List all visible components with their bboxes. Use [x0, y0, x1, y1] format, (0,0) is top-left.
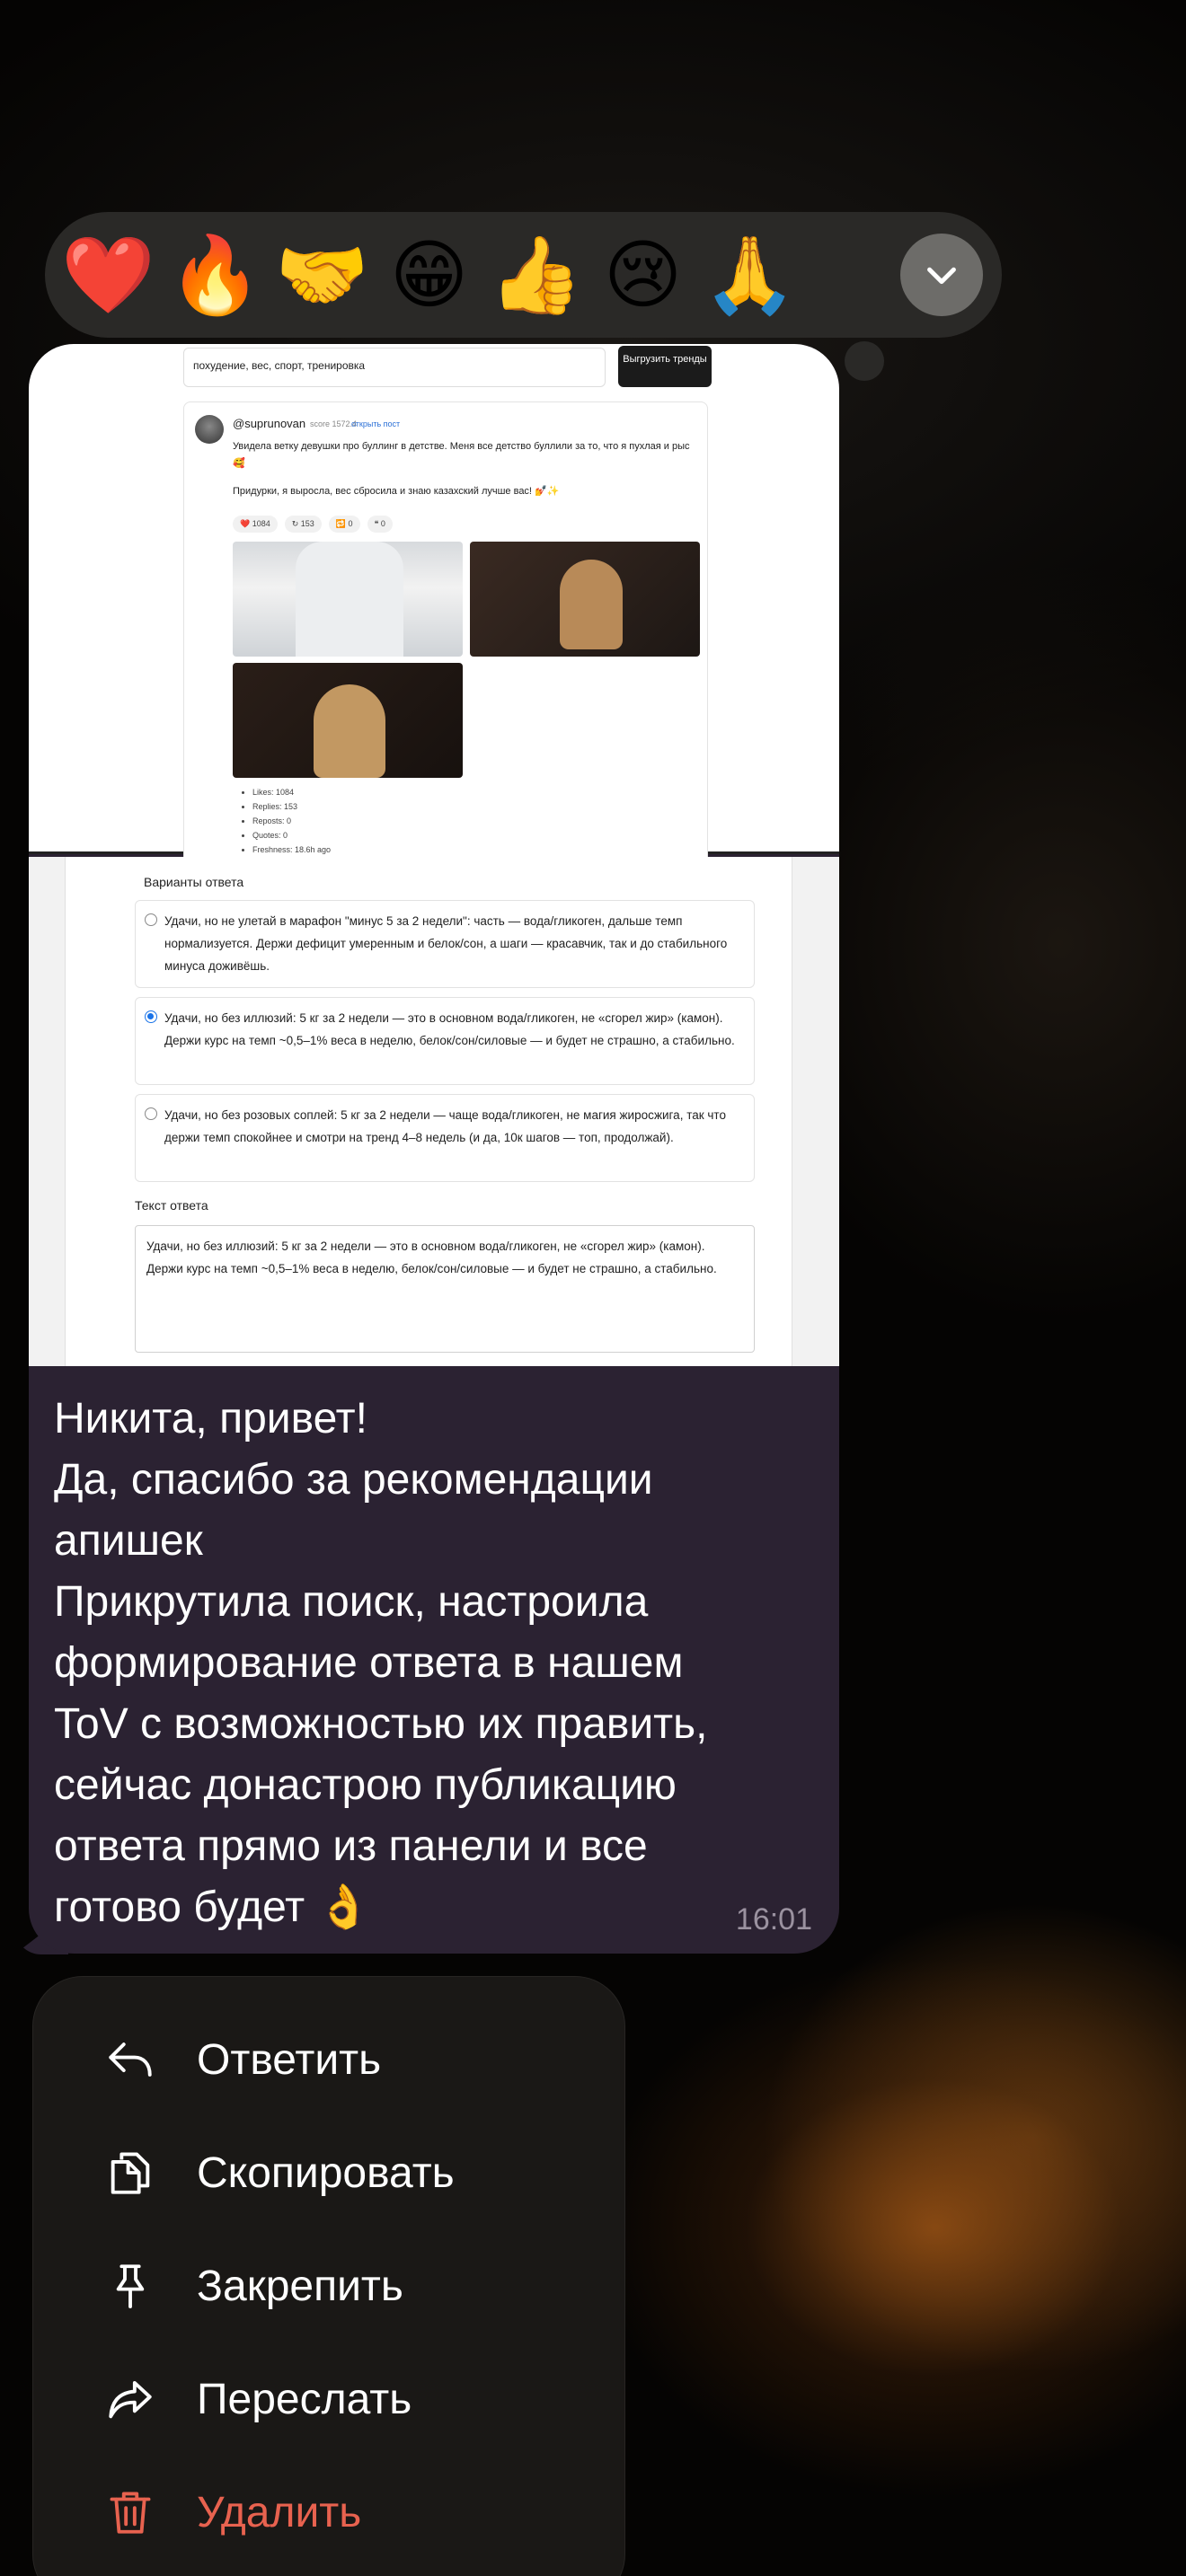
copy-icon	[102, 2144, 159, 2201]
message-line: Да, спасибо за рекомендации	[54, 1456, 653, 1504]
stat-quotes: ❝ 0	[367, 516, 393, 533]
post-photo	[233, 542, 463, 657]
radio-selected	[145, 1010, 157, 1023]
post-stats	[233, 516, 400, 533]
message-context-menu	[32, 1976, 625, 2576]
message-line: Никита, привет!	[54, 1395, 367, 1442]
list-item: • Likes: 1084	[252, 785, 331, 799]
reaction-thumbs-up[interactable]: 👍	[489, 231, 583, 319]
post-score: score 1572.4	[310, 419, 358, 428]
menu-item-forward[interactable]	[33, 2354, 626, 2444]
answer-label: Текст ответа	[135, 1198, 208, 1213]
stat-replies: ↻ 153	[285, 516, 322, 533]
message-line: ToV с возможностью их править,	[54, 1700, 708, 1748]
trends-search-field: похудение, вес, спорт, тренировка	[183, 348, 606, 387]
answer-textarea	[135, 1225, 755, 1353]
reaction-handshake[interactable]: 🤝	[275, 231, 369, 319]
message-line: Прикрутила поиск, настроила	[54, 1578, 649, 1626]
open-post-link: открыть пост	[351, 419, 401, 428]
chevron-down-icon	[921, 254, 962, 296]
menu-label: Удалить	[197, 2488, 362, 2536]
menu-item-delete[interactable]	[33, 2467, 626, 2557]
message-text	[54, 1389, 800, 1938]
list-item: • Replies: 153	[252, 799, 331, 814]
answer-text: Удачи, но без иллюзий: 5 кг за 2 недели — это в основном вода/гликоген, не «сгорел жир» (камон). Держи курс на темп ~0,5–1% веса в неделю, белок/сон/силовые — и будет не страшно, а стабильно.	[146, 1239, 717, 1275]
reaction-folded-hands[interactable]: 🙏	[703, 231, 797, 319]
message-line: ответа прямо из панели и все	[54, 1822, 648, 1870]
message-line: готово будет 👌	[54, 1883, 371, 1931]
reply-option	[135, 1094, 755, 1182]
message-bubble[interactable]	[29, 344, 839, 1954]
reply-option	[135, 997, 755, 1085]
reply-option-text: Удачи, но не улетай в марафон "минус 5 за 2 недели": часть — вода/гликоген, дальше темп нормализуется. Держи дефицит умеренным и белок/сон, а шаги — красавчик, так и до стабильного минуса доживёшь.	[164, 914, 728, 973]
reaction-grinning-face[interactable]: 😁	[389, 231, 469, 319]
list-item: • Quotes: 0	[252, 828, 331, 842]
reaction-fire[interactable]: 🔥	[168, 231, 262, 319]
radio-unselected	[145, 913, 157, 926]
pin-icon	[102, 2257, 159, 2315]
reaction-crying-face[interactable]: 😢	[603, 231, 683, 319]
post-handle: @suprunovan	[233, 417, 306, 430]
stat-reposts: 🔁 0	[329, 516, 360, 533]
variants-label: Варианты ответа	[144, 875, 244, 889]
reply-option-text: Удачи, но без розовых соплей: 5 кг за 2 недели — чаще вода/гликоген, не магия жиросжига, так что держи темп спокойнее и смотри на тренд 4–8 недель (и да, 10к шагов — топ, продолжай).	[164, 1108, 726, 1144]
forward-icon	[102, 2370, 159, 2428]
menu-label: Скопировать	[197, 2148, 455, 2197]
menu-item-copy[interactable]	[33, 2128, 626, 2218]
reply-option-text: Удачи, но без иллюзий: 5 кг за 2 недели — это в основном вода/гликоген, не «сгорел жир» (камон). Держи курс на темп ~0,5–1% веса в неделю, белок/сон/силовые — и будет не страшно, а стабильно.	[164, 1011, 735, 1047]
trash-icon	[102, 2483, 159, 2541]
menu-label: Переслать	[197, 2375, 412, 2423]
reply-icon	[102, 2031, 159, 2088]
list-item: • Reposts: 0	[252, 814, 331, 828]
list-item: • Freshness: 18.6h ago	[252, 842, 331, 857]
post-card	[183, 401, 708, 869]
post-photo	[470, 542, 700, 657]
message-line: сейчас донастрою публикацию	[54, 1761, 677, 1809]
post-text-line: Придурки, я выросла, вес сбросила и знаю казахский лучше вас! 💅✨	[233, 486, 560, 497]
radio-unselected	[145, 1107, 157, 1120]
post-text-line: Увидела ветку девушки про буллинг в детстве. Меня все детство буллили за то, что я пухлая и рыс 🥰	[233, 441, 690, 469]
menu-label: Ответить	[197, 2035, 382, 2084]
expand-reactions-button[interactable]	[900, 234, 983, 316]
reply-option	[135, 900, 755, 988]
menu-item-reply[interactable]	[33, 2015, 626, 2104]
menu-label: Закрепить	[197, 2262, 403, 2310]
post-photo	[233, 663, 463, 778]
attached-screenshot-replies[interactable]	[29, 857, 839, 1366]
message-line: формирование ответа в нашем	[54, 1639, 684, 1687]
reaction-red-heart[interactable]: ❤️	[61, 231, 155, 319]
post-text	[233, 438, 700, 500]
stat-likes: ❤️ 1084	[233, 516, 278, 533]
reaction-bar	[45, 212, 1002, 338]
export-trends-button: Выгрузить тренды	[618, 346, 712, 387]
menu-item-pin[interactable]	[33, 2241, 626, 2331]
attached-screenshot-trends[interactable]	[29, 344, 839, 854]
avatar	[195, 415, 224, 444]
reaction-bar-tail	[845, 341, 884, 381]
post-meta-list	[242, 785, 331, 857]
message-timestamp: 16:01	[735, 1902, 812, 1936]
message-line: апишек	[54, 1517, 203, 1565]
